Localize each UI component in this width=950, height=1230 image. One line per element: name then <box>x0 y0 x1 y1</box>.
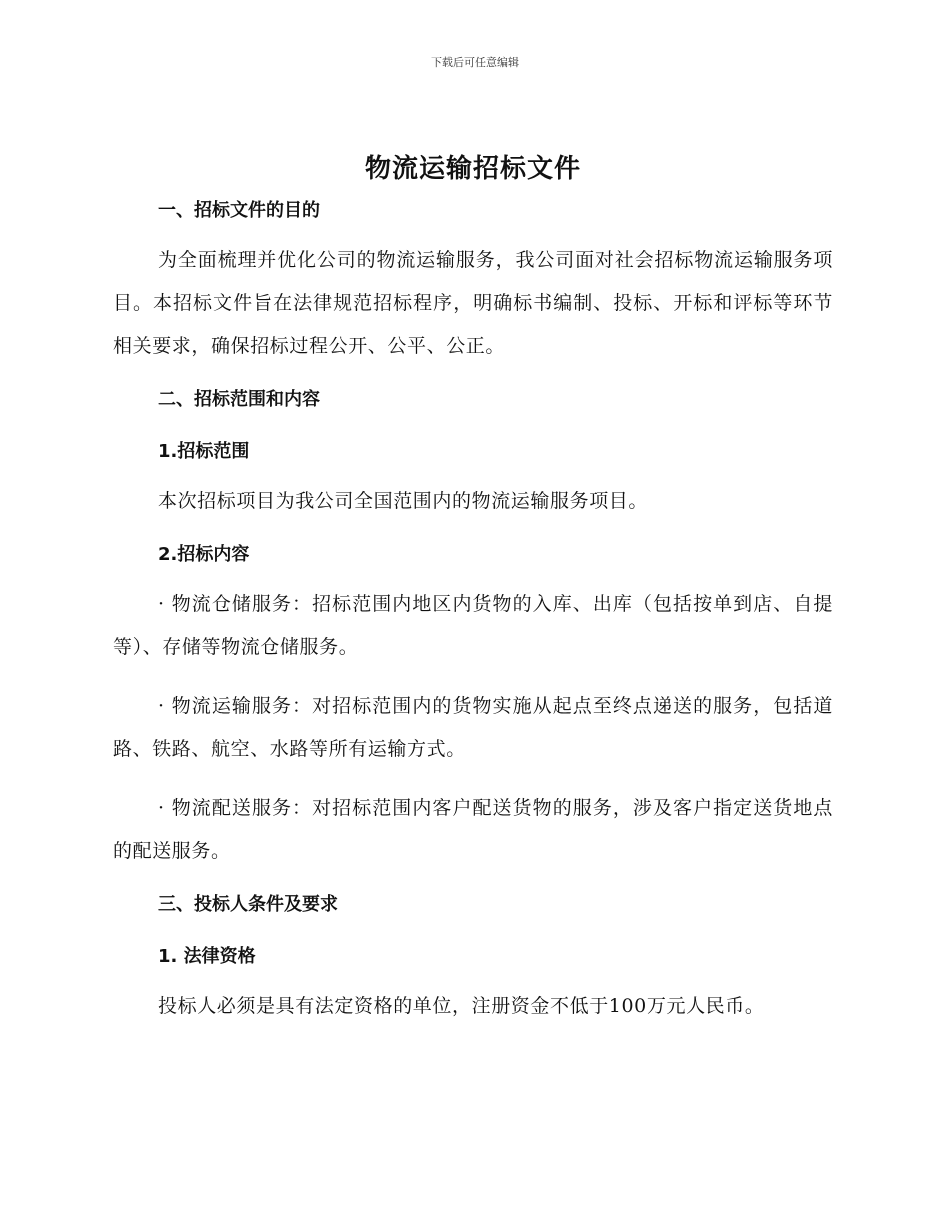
section-2-heading: 二、招标范围和内容 <box>158 389 320 410</box>
section-2-sub-1-heading: 1.招标范围 <box>158 441 250 462</box>
section-1-heading: 一、招标文件的目的 <box>158 200 320 221</box>
content-item-transport: · 物流运输服务：对招标范围内的货物实施从起点至终点递送的服务，包括道路、铁路、航空、水路等所有运输方式。 <box>113 695 833 760</box>
document-body <box>113 148 833 1028</box>
section-2-sub-1-paragraph: 本次招标项目为我公司全国范围内的物流运输服务项目。 <box>158 490 649 512</box>
document-title: 物流运输招标文件 <box>364 154 581 184</box>
content-item-delivery: · 物流配送服务：对招标范围内客户配送货物的服务，涉及客户指定送货地点的配送服务。 <box>113 797 833 862</box>
section-1-paragraph: 为全面梳理并优化公司的物流运输服务，我公司面对社会招标物流运输服务项目。本招标文件旨在法律规范招标程序，明确标书编制、投标、开标和评标等环节相关要求，确保招标过程公开、公平、公正。 <box>113 249 833 357</box>
header-note: 下载后可任意编辑 <box>431 56 519 69</box>
section-3-sub-1-heading: 1. 法律资格 <box>158 946 256 967</box>
section-3-heading: 三、投标人条件及要求 <box>158 894 338 915</box>
content-item-warehousing: · 物流仓储服务：招标范围内地区内货物的入库、出库（包括按单到店、自提等）、存储等物流仓储服务。 <box>113 593 833 658</box>
section-3-sub-1-paragraph: 投标人必须是具有法定资格的单位，注册资金不低于100万元人民币。 <box>158 995 765 1017</box>
section-2-sub-2-heading: 2.招标内容 <box>158 544 250 565</box>
